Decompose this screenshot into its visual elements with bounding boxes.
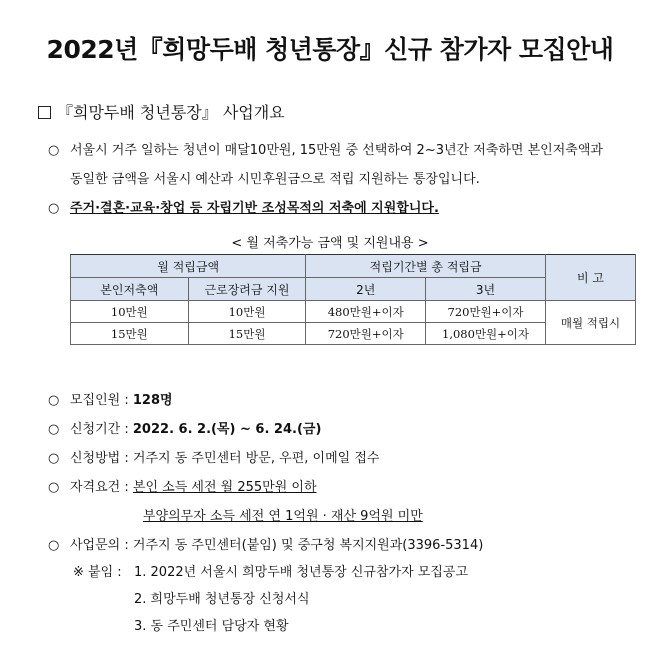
- inquiry-value: 거주지 동 주민센터(붙임) 및 중구청 복지지원과(3396-5314): [132, 538, 484, 553]
- section-heading-text: 『희망두배 청년통장』 사업개요: [57, 103, 285, 122]
- circle-bullet-icon: ○: [48, 393, 60, 408]
- document-title: 2022년『희망두배 청년통장』신규 참가자 모집안내: [46, 35, 614, 64]
- recruit-label: 모집인원 :: [70, 393, 129, 408]
- header-monthly-amount: 월 적립금액: [71, 255, 306, 278]
- overview-text-3: 주거·결혼·교육·창업 등 자립기반 조성목적의 저축에 지원합니다.: [70, 201, 439, 216]
- cell-support: 15만원: [188, 323, 306, 345]
- circle-bullet-icon: ○: [48, 422, 60, 437]
- header-total-by-period: 적립기간별 총 적립금: [306, 255, 546, 278]
- attachments-label: ※ 붙임 :: [73, 565, 122, 580]
- detail-period: [48, 418, 321, 437]
- header-3-years: 3년: [426, 278, 546, 301]
- section-heading: [38, 100, 285, 123]
- header-2-years: 2년: [306, 278, 426, 301]
- circle-bullet-icon: ○: [48, 201, 60, 216]
- method-value: 거주지 동 주민센터 방문, 우편, 이메일 접수: [132, 451, 380, 466]
- cell-3-years: 720만원+이자: [426, 301, 546, 323]
- header-support: 근로장려금 지원: [188, 278, 306, 301]
- circle-bullet-icon: ○: [48, 143, 60, 158]
- qualification-value-1: 본인 소득 세전 월 255만원 이하: [132, 480, 317, 495]
- qualification-label: 자격요건 :: [70, 480, 129, 495]
- circle-bullet-icon: ○: [48, 480, 60, 495]
- circle-bullet-icon: ○: [48, 451, 60, 466]
- cell-2-years: 720만원+이자: [306, 323, 426, 345]
- cell-self: 10만원: [71, 301, 189, 323]
- method-label: 신청방법 :: [70, 451, 129, 466]
- table-caption: < 월 저축가능 금액 및 지원내용 >: [231, 236, 429, 251]
- attachment-item-3: 3. 동 주민센터 담당자 현황: [134, 619, 289, 634]
- inquiry-label: 사업문의 :: [70, 538, 129, 553]
- overview-text-1: 서울시 거주 일하는 청년이 매달10만원, 15만원 중 선택하여 2~3년간 저축하면 본인저축액과: [70, 143, 603, 158]
- overview-line-2: 동일한 금액을 서울시 예산과 시민후원금으로 적립 지원하는 통장입니다.: [70, 172, 480, 187]
- period-label: 신청기간 :: [70, 422, 129, 437]
- circle-bullet-icon: ○: [48, 538, 60, 553]
- overview-line-3: [48, 197, 439, 216]
- cell-3-years: 1,080만원+이자: [426, 323, 546, 345]
- detail-method: [48, 447, 379, 466]
- detail-inquiry: [48, 534, 483, 553]
- qualification-value-2: 부양의무자 소득 세전 연 1억원 · 재산 9억원 미만: [143, 509, 423, 524]
- attachment-item-1: 1. 2022년 서울시 희망두배 청년통장 신규참가자 모집공고: [134, 565, 468, 580]
- recruit-value: 128명: [132, 393, 173, 408]
- header-remarks: 비 고: [545, 255, 635, 301]
- attachment-item-2: 2. 희망두배 청년통장 신청서식: [134, 592, 310, 607]
- savings-table: [70, 254, 636, 345]
- detail-recruit: [48, 389, 173, 408]
- overview-line-1: [48, 139, 603, 158]
- checkbox-square-icon: [38, 106, 51, 119]
- table-row: [71, 301, 636, 323]
- period-value: 2022. 6. 2.(목) ~ 6. 24.(금): [132, 422, 322, 437]
- cell-remarks: 매월 적립시: [545, 301, 635, 345]
- detail-qualification: [48, 476, 317, 495]
- cell-2-years: 480만원+이자: [306, 301, 426, 323]
- cell-self: 15만원: [71, 323, 189, 345]
- cell-support: 10만원: [188, 301, 306, 323]
- header-self-saving: 본인저축액: [71, 278, 189, 301]
